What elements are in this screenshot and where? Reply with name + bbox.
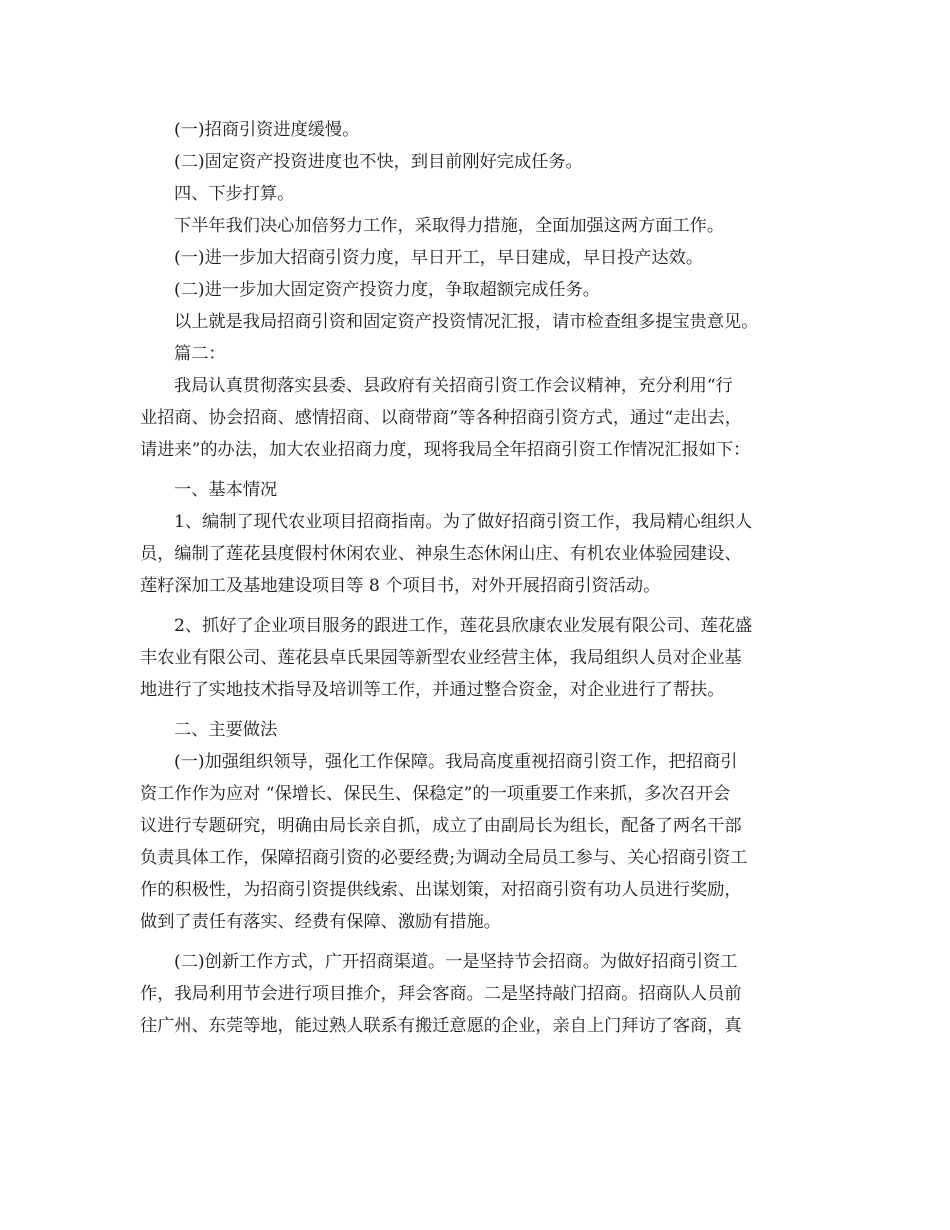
paragraph — [140, 746, 810, 938]
paragraph-line: 员，编制了莲花县度假村休闲农业、神泉生态休闲山庄、有机农业体验园建设、 — [140, 544, 742, 564]
paragraph-line: 作的积极性，为招商引资提供线索、出谋划策，对招商引资有功人员进行奖励， — [140, 880, 742, 900]
paragraph-line: (一)加强组织领导，强化工作保障。我局高度重视招商引资工作，把招商引 — [174, 752, 738, 772]
paragraph-line: 作，我局利用节会进行项目推介，拜会客商。二是坚持敲门招商。招商队人员前 — [140, 984, 742, 1004]
paragraph-line: 以上就是我局招商引资和固定资产投资情况汇报，请市检查组多提宝贵意见。 — [174, 312, 759, 332]
paragraph-line: 1、编制了现代农业项目招商指南。为了做好招商引资工作，我局精心组织人 — [174, 512, 753, 532]
paragraph — [140, 114, 810, 146]
paragraph-line: (一)进一步加大招商引资力度，早日开工，早日建成，早日投产达效。 — [174, 248, 704, 268]
paragraph — [140, 610, 810, 706]
paragraph-line: 莲籽深加工及基地建设项目等 8 个项目书，对外开展招商引资活动。 — [140, 576, 661, 596]
paragraph-line: 往广州、东莞等地，能过熟人联系有搬迁意愿的企业，亲自上门拜访了客商，真 — [140, 1016, 742, 1036]
paragraph-line: (一)招商引资进度缓慢。 — [174, 120, 360, 140]
paragraph-line: 一、基本情况 — [174, 480, 278, 500]
paragraph-line: 做到了责任有落实、经费有保障、激励有措施。 — [140, 912, 501, 932]
paragraph-line: (二)固定资产投资进度也不快，到目前刚好完成任务。 — [174, 152, 583, 172]
paragraph — [140, 178, 810, 210]
paragraph-line: 负责具体工作，保障招商引资的必要经费;为调动全局员工参与、关心招商引资工 — [140, 848, 748, 868]
paragraph — [140, 946, 810, 1042]
paragraph-line: 资工作作为应对 “保增长、保民生、保稳定”的一项重要工作来抓，多次召开会 — [140, 784, 731, 804]
paragraph-line: 四、下步打算。 — [174, 184, 295, 204]
paragraph-line: 业招商、协会招商、感情招商、以商带商”等各种招商引资方式，通过“走出去， — [140, 408, 742, 428]
paragraph — [140, 306, 810, 338]
document-body — [140, 114, 810, 1042]
paragraph-line: 请进来”的办法，加大农业招商力度，现将我局全年招商引资工作情况汇报如下： — [140, 440, 751, 460]
paragraph — [140, 338, 810, 370]
paragraph-line: (二)进一步加大固定资产投资力度，争取超额完成任务。 — [174, 280, 600, 300]
paragraph-line: 下半年我们决心加倍努力工作，采取得力措施，全面加强这两方面工作。 — [174, 216, 725, 236]
paragraph-line: 二、主要做法 — [174, 720, 278, 740]
paragraph-line: 我局认真贯彻落实县委、县政府有关招商引资工作会议精神，充分利用“行 — [174, 376, 733, 396]
paragraph-line: 篇二： — [174, 344, 226, 364]
paragraph-line: 地进行了实地技术指导及培训等工作，并通过整合资金，对企业进行了帮扶。 — [140, 680, 725, 700]
paragraph-line: 丰农业有限公司、莲花县卓氏果园等新型农业经营主体，我局组织人员对企业基 — [140, 648, 742, 668]
paragraph — [140, 146, 810, 178]
paragraph — [140, 242, 810, 274]
paragraph — [140, 370, 810, 466]
paragraph-line: 议进行专题研究，明确由局长亲自抓，成立了由副局长为组长，配备了两名干部 — [140, 816, 742, 836]
paragraph-line: 2、抓好了企业项目服务的跟进工作，莲花县欣康农业发展有限公司、莲花盛 — [174, 616, 753, 636]
paragraph-line: (二)创新工作方式，广开招商渠道。一是坚持节会招商。为做好招商引资工 — [174, 952, 738, 972]
paragraph — [140, 506, 810, 602]
paragraph — [140, 274, 810, 306]
paragraph — [140, 474, 810, 506]
paragraph — [140, 714, 810, 746]
paragraph — [140, 210, 810, 242]
